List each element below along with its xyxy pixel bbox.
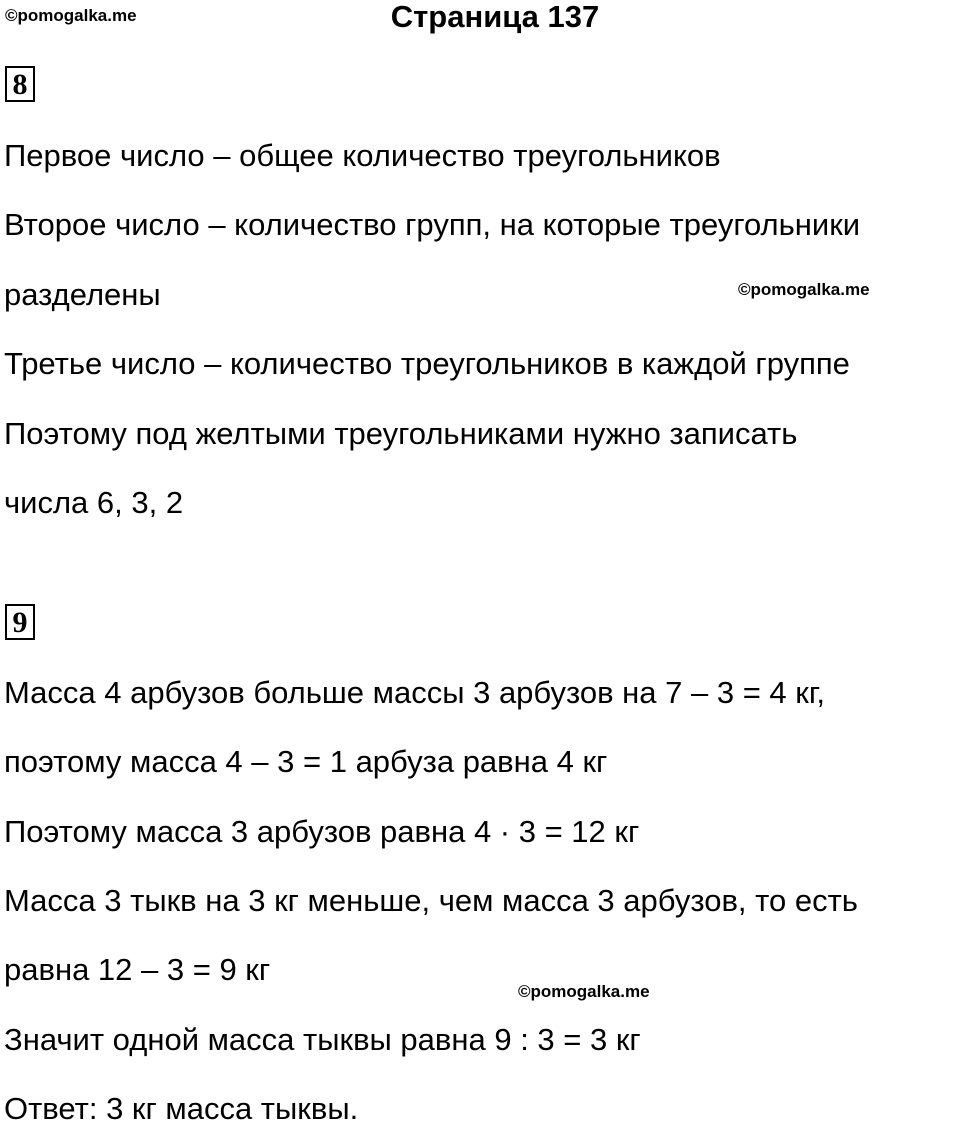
watermark-top-left: ©pomogalka.me [5,6,137,25]
watermark-middle: ©pomogalka.me [738,280,870,299]
task8-line-1: Первое число – общее количество треугольников [4,138,721,173]
task-number-9: 9 [5,604,35,640]
task8-line-3: разделены [4,277,161,312]
task9-line-1: Масса 4 арбузов больше массы 3 арбузов на 7 – 3 = 4 кг, [4,675,825,710]
task8-line-2: Второе число – количество групп, на которые треугольники [4,207,861,242]
task9-line-2: поэтому масса 4 – 3 = 1 арбуза равна 4 кг [4,744,608,779]
page-title: Страница 137 [390,0,600,34]
task8-line-4: Третье число – количество треугольников в каждой группе [4,346,850,381]
task9-line-3: Поэтому масса 3 арбузов равна 4 · 3 = 12 кг [4,814,640,849]
task-number-8: 8 [5,66,35,102]
task8-line-5: Поэтому под желтыми треугольниками нужно записать [4,416,798,451]
task9-line-7: Ответ: 3 кг масса тыквы. [4,1091,359,1126]
task9-line-5: равна 12 – 3 = 9 кг [4,952,271,987]
task9-line-6: Значит одной масса тыквы равна 9 : 3 = 3 кг [4,1022,641,1057]
task9-line-4: Масса 3 тыкв на 3 кг меньше, чем масса 3 арбузов, то есть [4,883,858,918]
task8-line-6: числа 6, 3, 2 [4,485,184,520]
watermark-bottom: ©pomogalka.me [518,982,650,1001]
